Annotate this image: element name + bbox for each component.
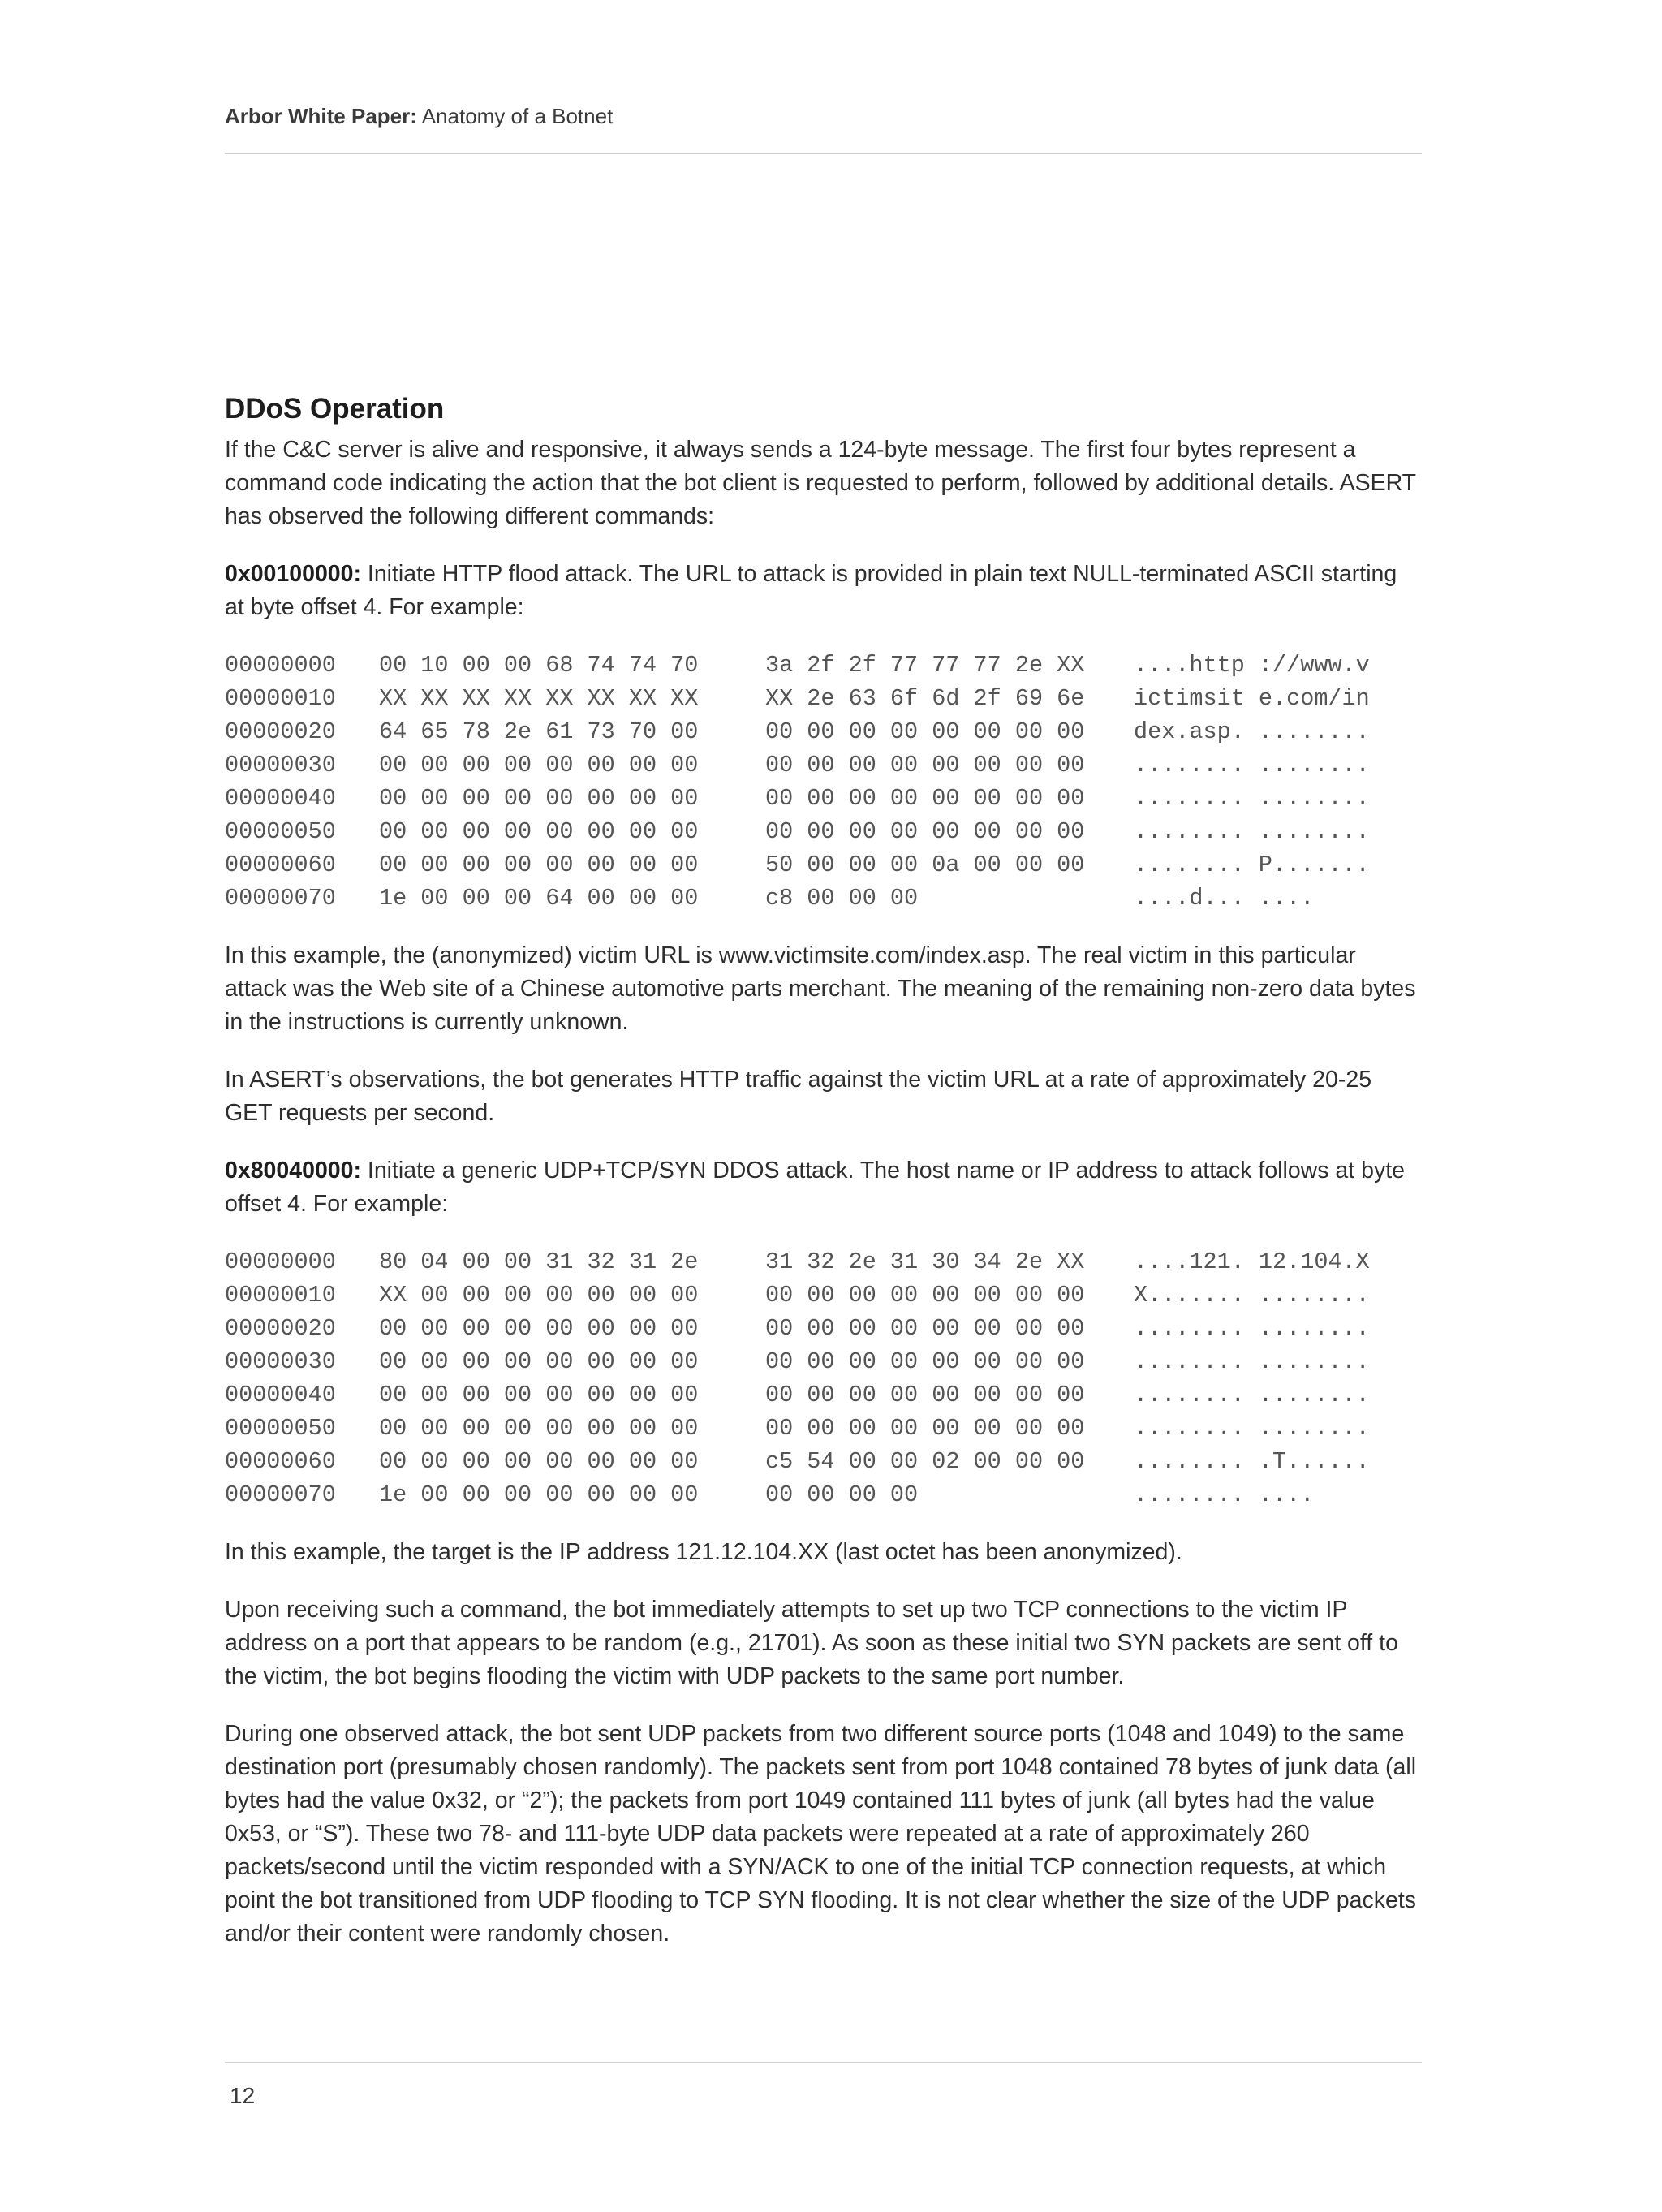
hex-bytes: XX XX XX XX XX XX XX XX [379, 685, 699, 712]
hex-ascii: ........ ........ [1134, 1348, 1370, 1375]
command-description: Initiate HTTP flood attack. The URL to attack is provided in plain text NULL-terminated ASCII starting at byte offset 4. For example: [225, 561, 1397, 620]
syn-paragraph: Upon receiving such a command, the bot immediately attempts to set up two TCP connections to the victim IP address on a port that appears to be random (e.g., 21701). As soon as these initial two SYN packets are sent off to the victim, the bot begins flooding the victim with UDP packets to the same port number. [225, 1597, 1398, 1689]
header-rule [225, 153, 1422, 154]
hex-bytes: c5 54 00 00 02 00 00 00 [765, 1448, 1085, 1475]
hex-ascii: ........ .T...... [1134, 1448, 1370, 1475]
hex-bytes: 3a 2f 2f 77 77 77 2e XX [765, 652, 1085, 679]
footer-rule [225, 2062, 1422, 2063]
hex-ascii: X....... ........ [1134, 1282, 1370, 1309]
hex-row [225, 1245, 1370, 1278]
hex-bytes: 00 00 00 00 00 00 00 00 [765, 785, 1085, 812]
hex-row [225, 1312, 1370, 1345]
hex-row [225, 649, 1370, 682]
hex-bytes: 00 00 00 00 00 00 00 00 [765, 1382, 1085, 1408]
hex-offset: 00000010 [225, 685, 336, 712]
header-brand: Arbor White Paper: [225, 104, 417, 128]
command-udp-syn [225, 1154, 1422, 1221]
hex-bytes: 00 00 00 00 00 00 00 00 [765, 818, 1085, 845]
hex-bytes: XX 00 00 00 00 00 00 00 [379, 1282, 699, 1309]
hex-offset: 00000020 [225, 718, 336, 745]
hex-row [225, 815, 1370, 848]
hex-bytes: 00 00 00 00 00 00 00 00 [379, 752, 699, 778]
hex-ascii: ....121. 12.104.X [1134, 1248, 1370, 1275]
hex-ascii: ........ .... [1134, 1481, 1315, 1508]
header-title: Anatomy of a Botnet [416, 104, 614, 128]
hex-dump-udp [225, 1245, 1370, 1511]
intro-paragraph: If the C&C server is alive and responsive, it always sends a 124-byte message. The first four bytes represent a command code indicating the action that the bot client is requested to perform, followed by additional details. ASERT has observed the following different commands: [225, 437, 1416, 529]
hex-offset: 00000040 [225, 1382, 336, 1408]
hex-offset: 00000070 [225, 1481, 336, 1508]
hex-row [225, 1412, 1370, 1445]
hex-bytes: XX 2e 63 6f 6d 2f 69 6e [765, 685, 1085, 712]
hex-ascii: dex.asp. ........ [1134, 718, 1370, 745]
hex-ascii: ........ P....... [1134, 852, 1370, 878]
hex-ascii: ........ ........ [1134, 785, 1370, 812]
hex-bytes: 00 10 00 00 68 74 74 70 [379, 652, 699, 679]
hex-bytes: c8 00 00 00 [765, 885, 919, 912]
hex-offset: 00000050 [225, 1415, 336, 1442]
hex-bytes: 00 00 00 00 00 00 00 00 [379, 818, 699, 845]
hex-bytes: 00 00 00 00 [765, 1481, 919, 1508]
hex-bytes: 00 00 00 00 00 00 00 00 [765, 752, 1085, 778]
hex-row [225, 715, 1370, 748]
hex-row [225, 848, 1370, 882]
hex-bytes: 80 04 00 00 31 32 31 2e [379, 1248, 699, 1275]
hex-ascii: ........ ........ [1134, 818, 1370, 845]
hex-bytes: 00 00 00 00 00 00 00 00 [379, 1315, 699, 1342]
rate-paragraph: In ASERT’s observations, the bot generates HTTP traffic against the victim URL at a rate of approximately 20-25 GET requests per second. [225, 1067, 1372, 1126]
command-code: 0x80040000: [225, 1158, 361, 1184]
hex-bytes: 1e 00 00 00 00 00 00 00 [379, 1481, 699, 1508]
hex-bytes: 00 00 00 00 00 00 00 00 [379, 1348, 699, 1375]
hex-row [225, 882, 1370, 915]
hex-bytes: 00 00 00 00 00 00 00 00 [765, 1415, 1085, 1442]
hex-offset: 00000070 [225, 885, 336, 912]
hex-bytes: 64 65 78 2e 61 73 70 00 [379, 718, 699, 745]
hex-row [225, 782, 1370, 815]
hex-offset: 00000040 [225, 785, 336, 812]
hex-ascii: ....d... .... [1134, 885, 1315, 912]
hex-row [225, 1478, 1370, 1511]
hex-row [225, 1378, 1370, 1412]
hex-bytes: 00 00 00 00 00 00 00 00 [765, 718, 1085, 745]
hex-bytes: 00 00 00 00 00 00 00 00 [379, 1448, 699, 1475]
page-number: 12 [230, 2083, 256, 2108]
page-content [225, 390, 1422, 1975]
hex-dump-http [225, 649, 1370, 915]
hex-bytes: 00 00 00 00 00 00 00 00 [379, 852, 699, 878]
hex-ascii: ictimsit e.com/in [1134, 685, 1370, 712]
hex-bytes: 00 00 00 00 00 00 00 00 [379, 1382, 699, 1408]
example1-paragraph: In this example, the (anonymized) victim URL is www.victimsite.com/index.asp. The real victim in this particular attack was the Web site of a Chinese automotive parts merchant. The meaning of the remaining non-zero data bytes in the instructions is currently unknown. [225, 942, 1416, 1035]
hex-row [225, 1278, 1370, 1312]
hex-offset: 00000000 [225, 1248, 336, 1275]
hex-bytes: 00 00 00 00 00 00 00 00 [379, 1415, 699, 1442]
hex-ascii: ........ ........ [1134, 1382, 1370, 1408]
hex-offset: 00000010 [225, 1282, 336, 1309]
hex-offset: 00000050 [225, 818, 336, 845]
hex-offset: 00000060 [225, 1448, 336, 1475]
example2-paragraph: In this example, the target is the IP address 121.12.104.XX (last octet has been anonymized). [225, 1539, 1182, 1565]
hex-bytes: 00 00 00 00 00 00 00 00 [765, 1282, 1085, 1309]
hex-offset: 00000030 [225, 752, 336, 778]
command-http-flood [225, 558, 1422, 624]
hex-row [225, 682, 1370, 715]
command-description: Initiate a generic UDP+TCP/SYN DDOS attack. The host name or IP address to attack follows at byte offset 4. For example: [225, 1158, 1405, 1217]
observed-attack-paragraph: During one observed attack, the bot sent UDP packets from two different source ports (1048 and 1049) to the same destination port (presumably chosen randomly). The packets sent from port 1048 contained 78 bytes of junk data (all bytes had the value 0x32, or “2”); the packets from port 1049 contained 111 bytes of junk (all bytes had the value 0x53, or “S”). These two 78- and 111-byte UDP data packets were repeated at a rate of approximately 260 packets/second until the victim responded with a SYN/ACK to one of the initial TCP connection requests, at which point the bot transitioned from UDP flooding to TCP SYN flooding. It is not clear whether the size of the UDP packets and/or their content were randomly chosen. [225, 1721, 1417, 1947]
hex-bytes: 00 00 00 00 00 00 00 00 [765, 1315, 1085, 1342]
hex-ascii: ....http ://www.v [1134, 652, 1370, 679]
hex-ascii: ........ ........ [1134, 1315, 1370, 1342]
section-heading: DDoS Operation [225, 393, 445, 425]
hex-bytes: 1e 00 00 00 64 00 00 00 [379, 885, 699, 912]
hex-offset: 00000060 [225, 852, 336, 878]
hex-ascii: ........ ........ [1134, 752, 1370, 778]
running-header [225, 104, 613, 129]
command-code: 0x00100000: [225, 561, 361, 587]
hex-offset: 00000000 [225, 652, 336, 679]
hex-row [225, 1345, 1370, 1378]
hex-ascii: ........ ........ [1134, 1415, 1370, 1442]
hex-bytes: 50 00 00 00 0a 00 00 00 [765, 852, 1085, 878]
hex-offset: 00000030 [225, 1348, 336, 1375]
hex-bytes: 00 00 00 00 00 00 00 00 [765, 1348, 1085, 1375]
hex-row [225, 1445, 1370, 1478]
hex-offset: 00000020 [225, 1315, 336, 1342]
hex-bytes: 00 00 00 00 00 00 00 00 [379, 785, 699, 812]
hex-bytes: 31 32 2e 31 30 34 2e XX [765, 1248, 1085, 1275]
hex-row [225, 748, 1370, 782]
